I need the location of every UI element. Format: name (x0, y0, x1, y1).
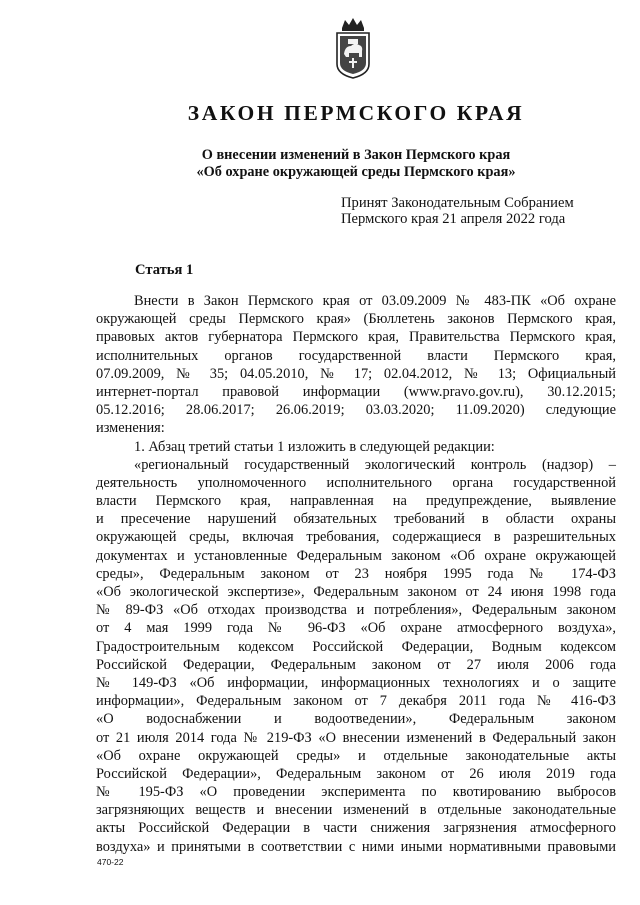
text-line: от 4 мая 1999 года № 96-ФЗ «Об охране атмосферного воздуха», (96, 620, 616, 637)
text-line: загрязняющих веществ и внесении изменений в отдельные законодательные (96, 802, 616, 819)
text-line: Градостроительным кодексом Российской Федерации, Водным кодексом (96, 638, 616, 655)
adoption-line: Пермского края 21 апреля 2022 года (341, 211, 566, 227)
text-line: «региональный государственный экологический контроль (надзор) – (134, 456, 616, 473)
text-line: от 21 июля 2014 года № 219-ФЗ «О внесении изменений в Федеральный закон (96, 729, 616, 746)
text-line: Российской Федерации», Федеральным законом от 26 июля 2019 года (96, 765, 616, 782)
text-line: Внести в Закон Пермского края от 03.09.2009 № 483-ПК «Об охране (134, 293, 616, 309)
text-line: среды», Федеральным законом от 23 ноября 1995 года № 174-ФЗ (96, 565, 616, 582)
text-line: Российской Федерации, Федеральным законом от 27 июля 2006 года (96, 656, 616, 673)
text-line: «О водоснабжении и водоотведении», Федеральным законом (96, 711, 616, 728)
coat-of-arms-icon (333, 16, 373, 80)
text-line: 07.09.2009, № 35; 04.05.2010, № 17; 02.04.2012, № 13; Официальный (96, 365, 616, 382)
text-line: «Об охране окружающей среды» и отдельные законодательные акты (96, 747, 616, 764)
text-line: правовых актов губернатора Пермского края, Правительства Пермского края, (96, 329, 616, 346)
text-line: воздуха» и принятыми в соответствии с ними иными нормативными правовыми (96, 838, 616, 855)
text-line: окружающей среды Пермского края» (Бюллетень законов Пермского края, (96, 311, 616, 328)
subtitle-line: О внесении изменений в Закон Пермского края (201, 147, 511, 163)
text-line: № 89-ФЗ «Об отходах производства и потребления», Федеральным законом (96, 602, 616, 619)
adoption-note (341, 195, 574, 227)
adoption-line: Принят Законодательным Собранием (341, 195, 574, 211)
text-line: № 149-ФЗ «Об информации, информационных технологиях и о защите (96, 674, 616, 691)
text-line: информации», Федеральным законом от 7 декабря 2011 года № 416-ФЗ (96, 693, 616, 710)
law-subtitle (0, 147, 640, 181)
text-line: 1. Абзац третий статьи 1 изложить в следующей редакции: (134, 438, 495, 455)
text-line: документах и установленные Федеральным законом «Об охране окружающей (96, 547, 616, 564)
subtitle-line: «Об охране окружающей среды Пермского края» (196, 164, 516, 180)
law-title: ЗАКОН ПЕРМСКОГО КРАЯ (187, 101, 525, 125)
text-line: изменения: (96, 420, 165, 437)
text-line: деятельность уполномоченного исполнительного органа государственной (96, 474, 616, 491)
text-line: 05.12.2016; 28.06.2017; 26.06.2019; 03.03.2020; 11.09.2020) следующие (96, 402, 616, 419)
text-line: акты Российской Федерации в части снижения загрязнения атмосферного (96, 820, 616, 837)
text-line: власти Пермского края, направленная на предупреждение, выявление (96, 493, 616, 510)
text-line: № 195-ФЗ «О проведении эксперимента по квотированию выбросов (96, 784, 616, 801)
text-line: интернет-портал правовой информации (www.pravo.gov.ru), 30.12.2015; (96, 383, 616, 400)
document-code: 470-22 (97, 857, 124, 867)
text-line: окружающей среды, включая требования, содержащиеся в разрешительных (96, 529, 616, 546)
text-line: исполнительных органов государственной власти Пермского края, (96, 347, 616, 364)
text-line: «Об экологической экспертизе», Федеральным законом от 24 июня 1998 года (96, 584, 616, 600)
article-heading: Статья 1 (135, 262, 194, 278)
article-body (96, 292, 616, 856)
text-line: и пресечение нарушений обязательных требований в области охраны (96, 511, 616, 528)
